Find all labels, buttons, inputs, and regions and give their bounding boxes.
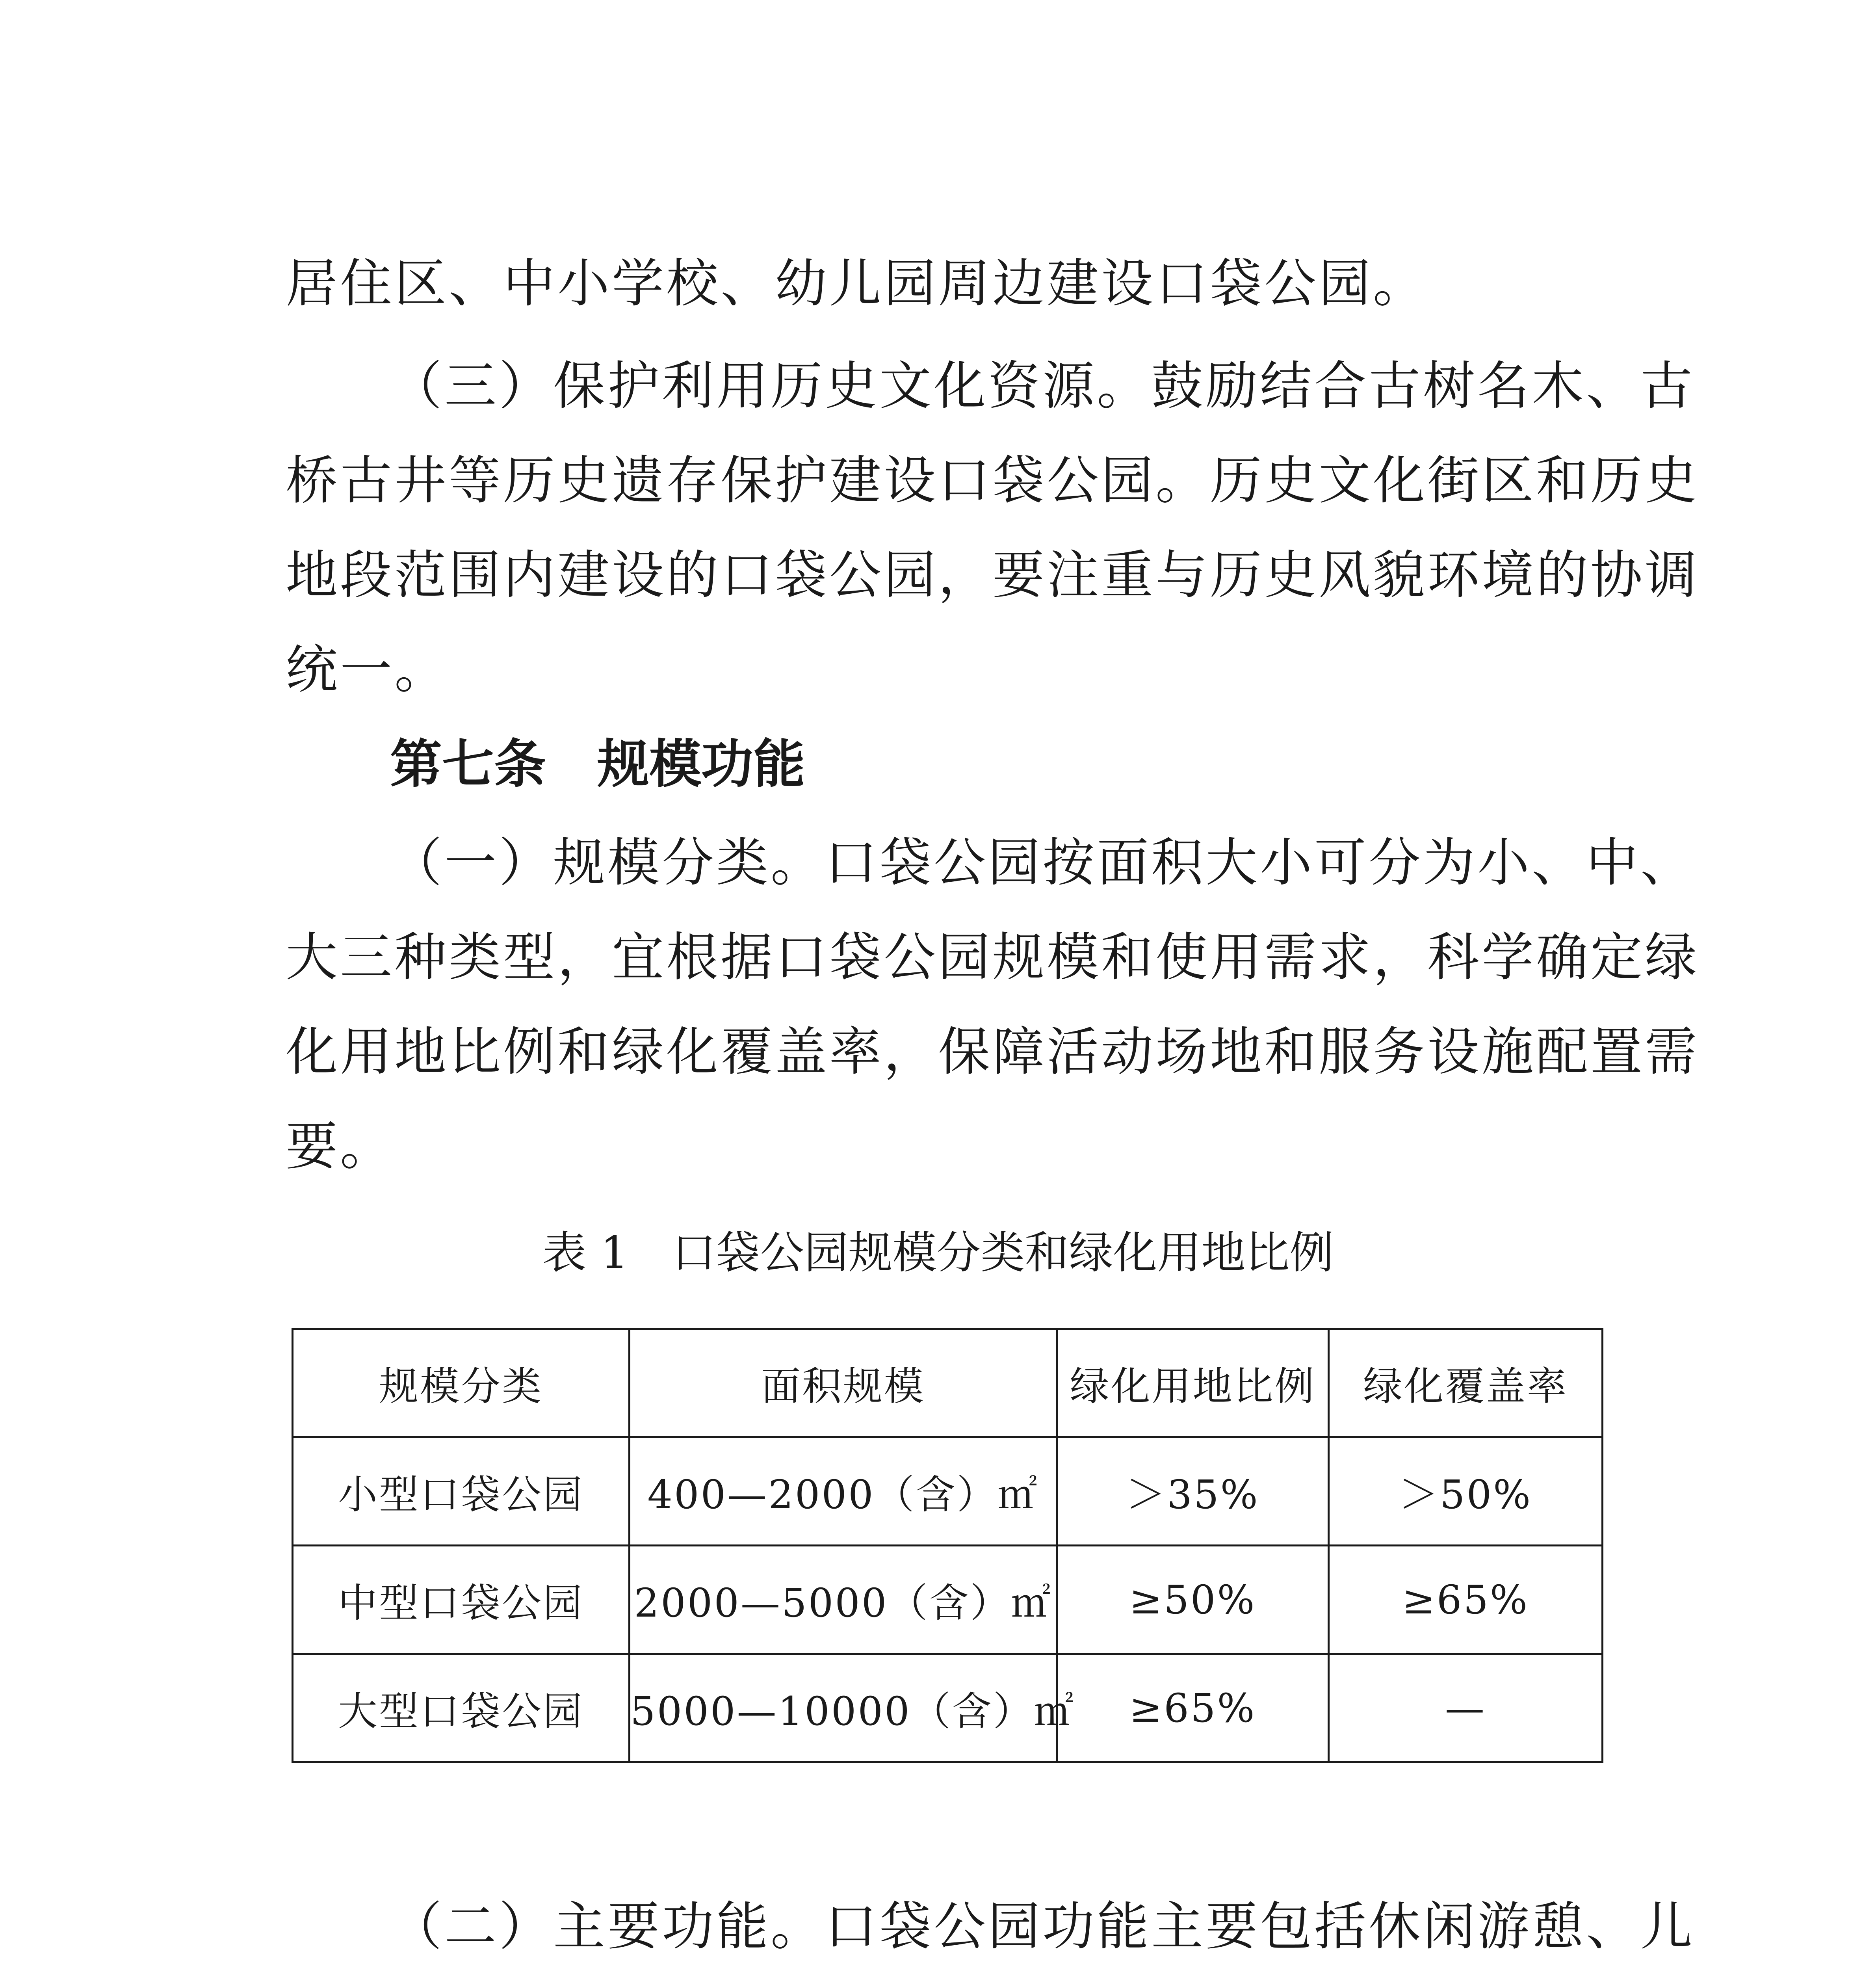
- table-cell: 400—2000（含）㎡: [630, 1437, 1057, 1546]
- table-cell: ≥50%: [1057, 1546, 1329, 1654]
- table-cell: —: [1329, 1654, 1603, 1762]
- table-cell: 中型口袋公园: [293, 1546, 630, 1654]
- table-cell: ≥65%: [1329, 1546, 1603, 1654]
- table-cell: ≥65%: [1057, 1654, 1329, 1762]
- paragraph-line: 大三种类型，宜根据口袋公园规模和使用需求，科学确定绿: [286, 927, 1699, 988]
- paragraph-line: 桥古井等历史遗存保护建设口袋公园。历史文化街区和历史: [286, 450, 1699, 511]
- table-cell: ＞50%: [1329, 1437, 1603, 1546]
- table-header-cell: 规模分类: [293, 1329, 630, 1437]
- scale-classification-table: [292, 1328, 1603, 1763]
- table-row: [293, 1546, 1603, 1654]
- table-header-cell: 绿化覆盖率: [1329, 1329, 1603, 1437]
- table-header-cell: 绿化用地比例: [1057, 1329, 1329, 1437]
- table-caption-label: 表 1: [542, 1227, 629, 1279]
- table-row: [293, 1437, 1603, 1546]
- table-header-cell: 面积规模: [630, 1329, 1057, 1437]
- table-caption: [0, 1225, 1876, 1280]
- paragraph-line: （三）保护利用历史文化资源。鼓励结合古树名木、古: [390, 356, 1695, 416]
- table-row: [293, 1654, 1603, 1762]
- paragraph-line: 地段范围内建设的口袋公园，要注重与历史风貌环境的协调: [286, 545, 1699, 606]
- table-cell: 2000—5000（含）㎡: [630, 1546, 1057, 1654]
- table-cell: 大型口袋公园: [293, 1654, 630, 1762]
- paragraph-line: 要。: [286, 1116, 394, 1177]
- table-cell: ＞35%: [1057, 1437, 1329, 1546]
- table-caption-title: 口袋公园规模分类和绿化用地比例: [672, 1227, 1334, 1279]
- table-cell: 小型口袋公园: [293, 1437, 630, 1546]
- paragraph-line: （二）主要功能。口袋公园功能主要包括休闲游憩、儿: [390, 1896, 1695, 1957]
- table-header-row: [293, 1329, 1603, 1437]
- article-number: 第七条: [390, 734, 546, 795]
- paragraph-line: 化用地比例和绿化覆盖率，保障活动场地和服务设施配置需: [286, 1022, 1699, 1082]
- article-title: 规模功能: [597, 734, 805, 795]
- table-cell: 5000—10000（含）㎡: [630, 1654, 1057, 1762]
- paragraph-line: 居住区、中小学校、幼儿园周边建设口袋公园。: [286, 253, 1427, 314]
- paragraph-line: （一）规模分类。口袋公园按面积大小可分为小、中、: [390, 833, 1695, 893]
- article-heading: [390, 733, 805, 796]
- paragraph-line: 统一。: [286, 639, 449, 700]
